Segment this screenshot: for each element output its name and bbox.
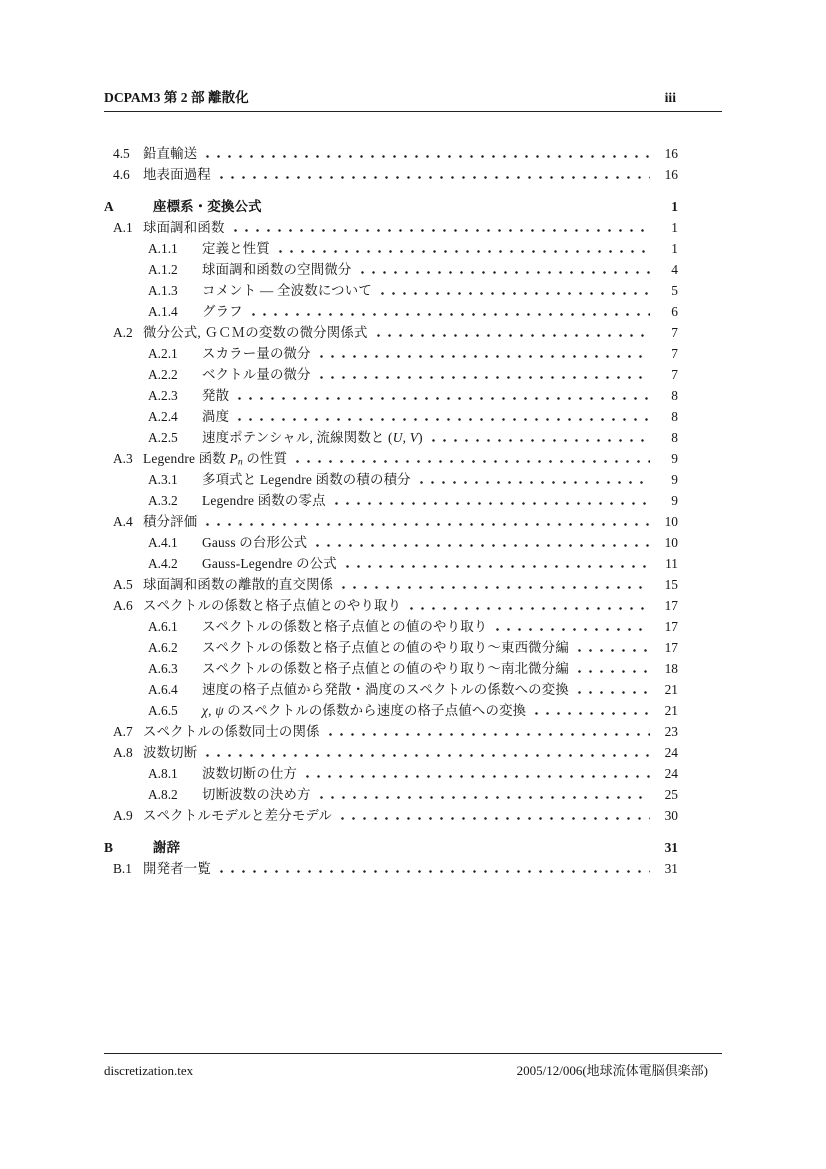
dot-leader [407, 607, 650, 610]
toc-entry[interactable] [104, 574, 722, 595]
toc-entry-number: A.8 [113, 745, 133, 760]
toc-entry-page: 17 [664, 640, 678, 655]
toc-entry-page: 16 [664, 167, 678, 182]
dot-leader [326, 733, 650, 736]
toc-entry-title: 多項式と Legendre 函数の積の積分 [202, 472, 411, 487]
toc-entry-title: 発散 [202, 388, 230, 403]
toc-entry-number: A.2.5 [148, 430, 178, 445]
toc-entry-page: 21 [664, 682, 678, 697]
toc-entry-title: 球面調和函数の離散的直交関係 [143, 577, 334, 592]
toc-entry-number: A.6.4 [148, 682, 178, 697]
toc-entry-page: 15 [664, 577, 678, 592]
toc-entry-title: 微分公式, ＧＣＭの変数の微分関係式 [143, 325, 368, 340]
toc-entry-page: 1 [671, 241, 678, 256]
toc-entry[interactable] [104, 469, 722, 490]
dot-leader [186, 849, 650, 852]
toc-entry-title: 積分評価 [143, 514, 198, 529]
toc-entry-title: 開発者一覧 [143, 861, 211, 876]
dot-leader [293, 460, 650, 463]
dot-leader [303, 775, 650, 778]
toc-entry-number: A.5 [113, 577, 133, 592]
toc-entry-number: A.1 [113, 220, 133, 235]
toc-entry-page: 1 [671, 199, 678, 214]
dot-leader [268, 208, 650, 211]
toc-entry-title: 球面調和函数 [143, 220, 225, 235]
toc-entry-page: 4 [671, 262, 678, 277]
dot-leader [317, 376, 650, 379]
toc-entry-page: 1 [671, 220, 678, 235]
toc-entry-title: 座標系・変換公式 [153, 199, 262, 214]
toc-entry[interactable] [104, 858, 722, 879]
toc-entry-number: A.1.2 [148, 262, 178, 277]
toc-entry-title: 波数切断の仕方 [202, 766, 298, 781]
toc-entry-title: 波数切断 [143, 745, 198, 760]
toc-entry-title: Gauss の台形公式 [202, 535, 308, 550]
dot-leader [203, 155, 650, 158]
footer-date: 2005/12/006(地球流体電脳倶楽部) [516, 1063, 708, 1078]
toc-entry[interactable] [104, 658, 722, 679]
header-page-number: iii [664, 90, 676, 105]
toc-entry[interactable] [104, 385, 722, 406]
toc-entry-number: A.1.3 [148, 283, 178, 298]
toc-entry-number: A.8.2 [148, 787, 178, 802]
toc-entry-number: A.4.1 [148, 535, 178, 550]
toc-entry-page: 8 [671, 409, 678, 424]
toc-entry-page: 5 [671, 283, 678, 298]
toc-entry-number: A.3.1 [148, 472, 178, 487]
toc-entry-title: 速度ポテンシャル, 流線関数と (U, V) [202, 430, 423, 445]
toc-entry-number: 4.6 [113, 167, 130, 182]
dot-leader [332, 502, 650, 505]
toc-entry-page: 23 [664, 724, 678, 739]
toc-entry-number: A.2.4 [148, 409, 178, 424]
toc-entry[interactable] [104, 721, 722, 742]
toc-entry[interactable] [104, 553, 722, 574]
dot-leader [203, 754, 650, 757]
dot-leader [235, 418, 650, 421]
toc-entry-page: 31 [664, 861, 678, 876]
toc-entry[interactable] [104, 280, 722, 301]
toc-entry[interactable] [104, 805, 722, 826]
dot-leader [217, 870, 650, 873]
toc-entry-page: 10 [664, 535, 678, 550]
toc-entry-number: A.1.1 [148, 241, 178, 256]
toc-list [104, 143, 722, 879]
page-footer [104, 1053, 722, 1079]
dot-leader [313, 544, 650, 547]
dot-leader [217, 176, 650, 179]
toc-entry-title: スペクトルの係数と格子点値との値のやり取り [202, 619, 488, 634]
toc-entry-number: A.6.5 [148, 703, 178, 718]
toc-entry-page: 7 [671, 367, 678, 382]
toc-entry-page: 7 [671, 346, 678, 361]
toc-entry-number: A.2.3 [148, 388, 178, 403]
toc-entry-number: A.4 [113, 514, 133, 529]
toc-entry-page: 31 [664, 840, 678, 855]
dot-leader [276, 250, 650, 253]
toc-entry[interactable] [104, 259, 722, 280]
toc-entry[interactable] [104, 427, 722, 448]
toc-entry-page: 9 [671, 472, 678, 487]
toc-entry-number: 4.5 [113, 146, 130, 161]
toc-entry-title: Legendre 函数 Pn の性質 [143, 451, 288, 468]
dot-leader [338, 817, 650, 820]
toc-entry[interactable] [104, 784, 722, 805]
toc-entry-page: 11 [665, 556, 678, 571]
toc-entry-page: 10 [664, 514, 678, 529]
toc-entry-number: B.1 [113, 861, 132, 876]
toc-entry[interactable] [104, 164, 722, 185]
dot-leader [317, 355, 650, 358]
toc-entry-title: Legendre 函数の零点 [202, 493, 326, 508]
toc-entry[interactable] [104, 364, 722, 385]
dot-leader [203, 523, 650, 526]
toc-entry-title: スカラー量の微分 [202, 346, 311, 361]
toc-entry-number: B [104, 840, 113, 855]
toc-entry-number: A.3 [113, 451, 133, 466]
toc-entry-title: ベクトル量の微分 [202, 367, 311, 382]
toc-entry-page: 25 [664, 787, 678, 802]
toc-entry-number: A [104, 199, 114, 214]
toc-entry-number: A.9 [113, 808, 133, 823]
toc-entry[interactable] [104, 217, 722, 238]
toc-entry-title: 地表面過程 [143, 167, 211, 182]
dot-leader [374, 334, 650, 337]
footer-filename: discretization.tex [104, 1063, 194, 1078]
toc-entry[interactable] [104, 837, 722, 858]
toc-entry-title: スペクトルモデルと差分モデル [143, 808, 332, 823]
header-title: DCPAM3 第 2 部 離散化 [104, 90, 249, 105]
dot-leader [417, 481, 650, 484]
toc-entry-page: 30 [664, 808, 678, 823]
dot-leader [231, 229, 650, 232]
toc-entry-number: A.3.2 [148, 493, 178, 508]
dot-leader [249, 313, 650, 316]
toc-entry-title: 切断波数の決め方 [202, 787, 311, 802]
toc-entry[interactable] [104, 238, 722, 259]
dot-leader [532, 712, 650, 715]
toc-entry[interactable] [104, 700, 722, 721]
toc-entry[interactable] [104, 595, 722, 616]
running-header [104, 86, 722, 112]
dot-leader [317, 796, 650, 799]
toc-entry-page: 7 [671, 325, 678, 340]
dot-leader [339, 586, 650, 589]
toc-entry-number: A.6.1 [148, 619, 178, 634]
toc-entry[interactable] [104, 301, 722, 322]
toc-entry-number: A.8.1 [148, 766, 178, 781]
toc-entry[interactable] [104, 679, 722, 700]
toc-entry[interactable] [104, 448, 722, 469]
toc-entry[interactable] [104, 322, 722, 343]
dot-leader [575, 649, 650, 652]
toc-entry-page: 17 [664, 598, 678, 613]
toc-entry-page: 9 [671, 493, 678, 508]
toc-entry-page: 16 [664, 146, 678, 161]
dot-leader [575, 670, 650, 673]
toc-entry-number: A.2.2 [148, 367, 178, 382]
toc-entry[interactable] [104, 532, 722, 553]
toc-entry-title: コメント — 全波数について [202, 283, 372, 298]
dot-leader [575, 691, 650, 694]
toc-entry-title: χ, ψ のスペクトルの係数から速度の格子点値への変換 [202, 703, 527, 718]
toc-entry[interactable] [104, 196, 722, 217]
toc-entry-title: 謝辞 [153, 840, 181, 855]
toc-entry-number: A.7 [113, 724, 133, 739]
toc-entry-title: グラフ [202, 304, 243, 319]
dot-leader [429, 439, 650, 442]
toc-entry-title: 球面調和函数の空間微分 [202, 262, 352, 277]
toc-entry-title: スペクトルの係数と格子点値との値のやり取り～東西微分編 [202, 640, 569, 655]
toc-entry-title: スペクトルの係数と格子点値とのやり取り [143, 598, 402, 613]
toc-entry[interactable] [104, 490, 722, 511]
toc-entry-title: 速度の格子点値から発散・渦度のスペクトルの係数への変換 [202, 682, 569, 697]
toc-entry[interactable] [104, 763, 722, 784]
dot-leader [358, 271, 651, 274]
toc-entry-page: 6 [671, 304, 678, 319]
toc-entry[interactable] [104, 406, 722, 427]
toc-entry-title: Gauss-Legendre の公式 [202, 556, 337, 571]
toc-entry-page: 24 [664, 745, 678, 760]
toc-entry-title: スペクトルの係数同士の関係 [143, 724, 320, 739]
toc-entry-page: 18 [664, 661, 678, 676]
toc-entry[interactable] [104, 143, 722, 164]
toc-entry[interactable] [104, 742, 722, 763]
dot-leader [343, 565, 650, 568]
toc-entry-number: A.4.2 [148, 556, 178, 571]
toc-entry[interactable] [104, 637, 722, 658]
toc-entry[interactable] [104, 616, 722, 637]
toc-entry[interactable] [104, 343, 722, 364]
toc-entry-number: A.2.1 [148, 346, 178, 361]
toc-entry[interactable] [104, 511, 722, 532]
toc-entry-page: 24 [664, 766, 678, 781]
toc-entry-page: 8 [671, 430, 678, 445]
toc-entry-title: 渦度 [202, 409, 230, 424]
dot-leader [378, 292, 650, 295]
toc-entry-number: A.1.4 [148, 304, 178, 319]
toc-entry-title: 定義と性質 [202, 241, 270, 256]
toc-entry-number: A.6.2 [148, 640, 178, 655]
dot-leader [235, 397, 650, 400]
toc-entry-page: 9 [671, 451, 678, 466]
toc-entry-number: A.6 [113, 598, 133, 613]
toc-entry-page: 17 [664, 619, 678, 634]
toc-entry-title: スペクトルの係数と格子点値との値のやり取り～南北微分編 [202, 661, 569, 676]
dot-leader [493, 628, 650, 631]
toc-entry-page: 21 [664, 703, 678, 718]
toc-entry-title: 鉛直輸送 [143, 146, 198, 161]
toc-entry-page: 8 [671, 388, 678, 403]
toc-entry-number: A.6.3 [148, 661, 178, 676]
toc-entry-number: A.2 [113, 325, 133, 340]
